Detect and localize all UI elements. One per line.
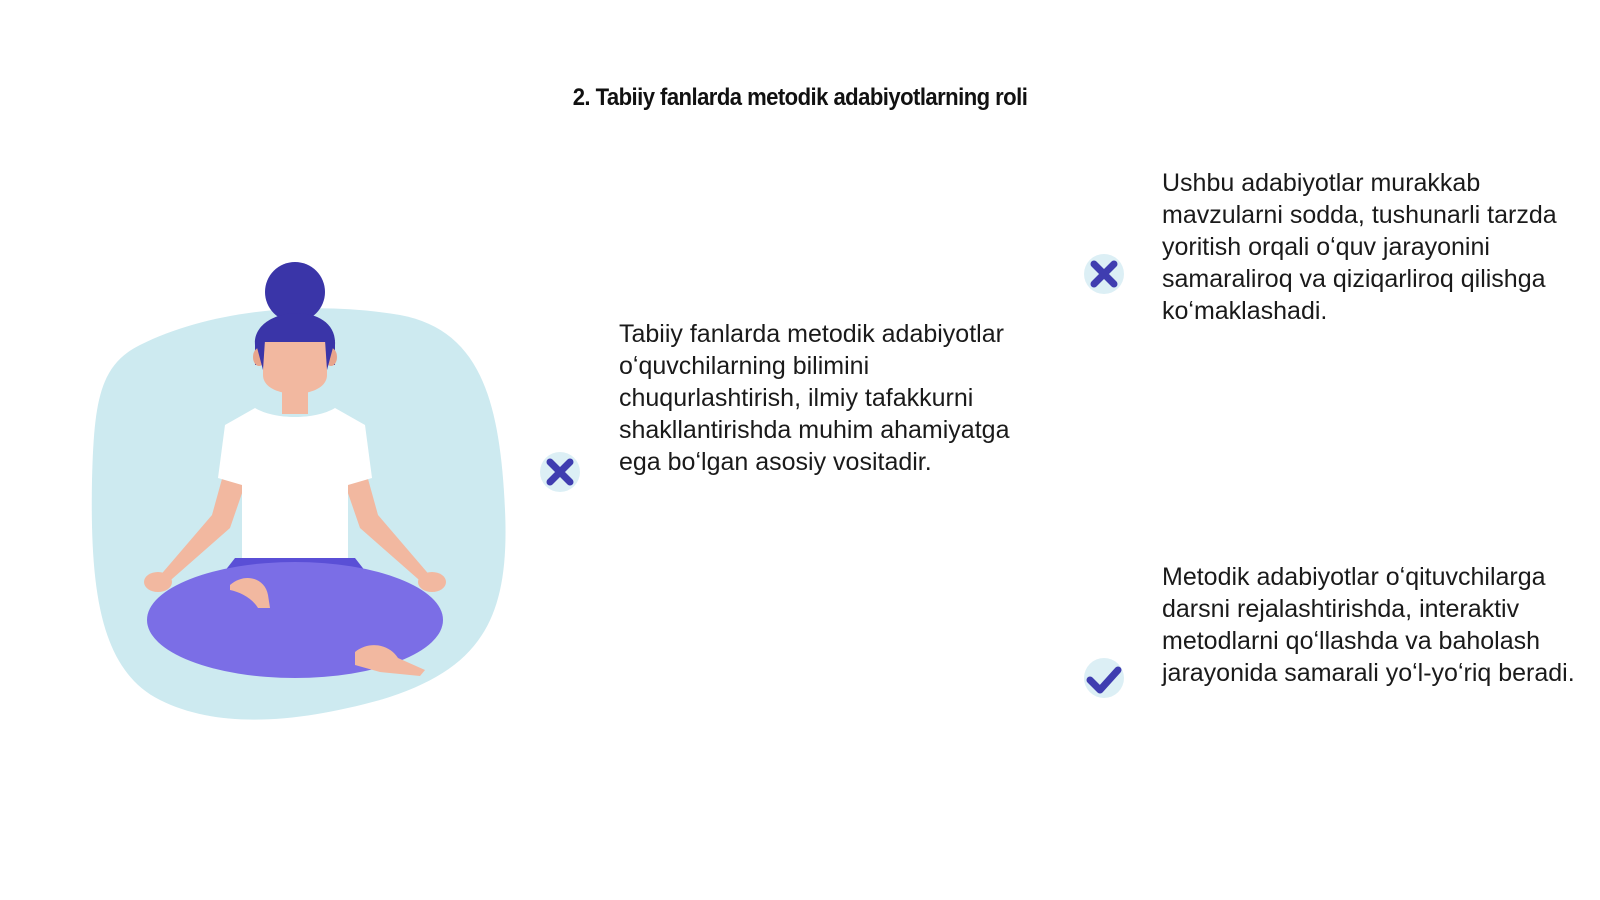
x-icon xyxy=(536,448,584,496)
neck xyxy=(282,390,308,414)
meditating-woman-illustration xyxy=(80,260,520,740)
check-icon xyxy=(1080,656,1128,704)
hair-bun xyxy=(265,262,325,322)
x-icon xyxy=(1080,250,1128,298)
item-text-1: Tabiiy fanlarda metodik adabiyotlar oʻquvchilarning bilimini chuqurlashtirish, ilmiy tafakkurni shakllantirishda muhim ahamiyatga ega boʻlgan asosiy vositadir. xyxy=(619,320,1010,476)
item-text-3: Metodik adabiyotlar oʻqituvchilarga darsni rejalashtirishda, interaktiv metodlarni qoʻllashda va baholash jarayonida samarali yoʻl-yoʻriq beradi. xyxy=(1162,563,1575,687)
slide-title: 2. Tabiiy fanlarda metodik adabiyotlarning roli xyxy=(572,84,1028,111)
item-text-2: Ushbu adabiyotlar murakkab mavzularni sodda, tushunarli tarzda yoritish orqali oʻquv jarayonini samaraliroq va qiziqarliroq qilishga koʻmaklashadi. xyxy=(1162,169,1557,325)
face xyxy=(263,342,327,394)
